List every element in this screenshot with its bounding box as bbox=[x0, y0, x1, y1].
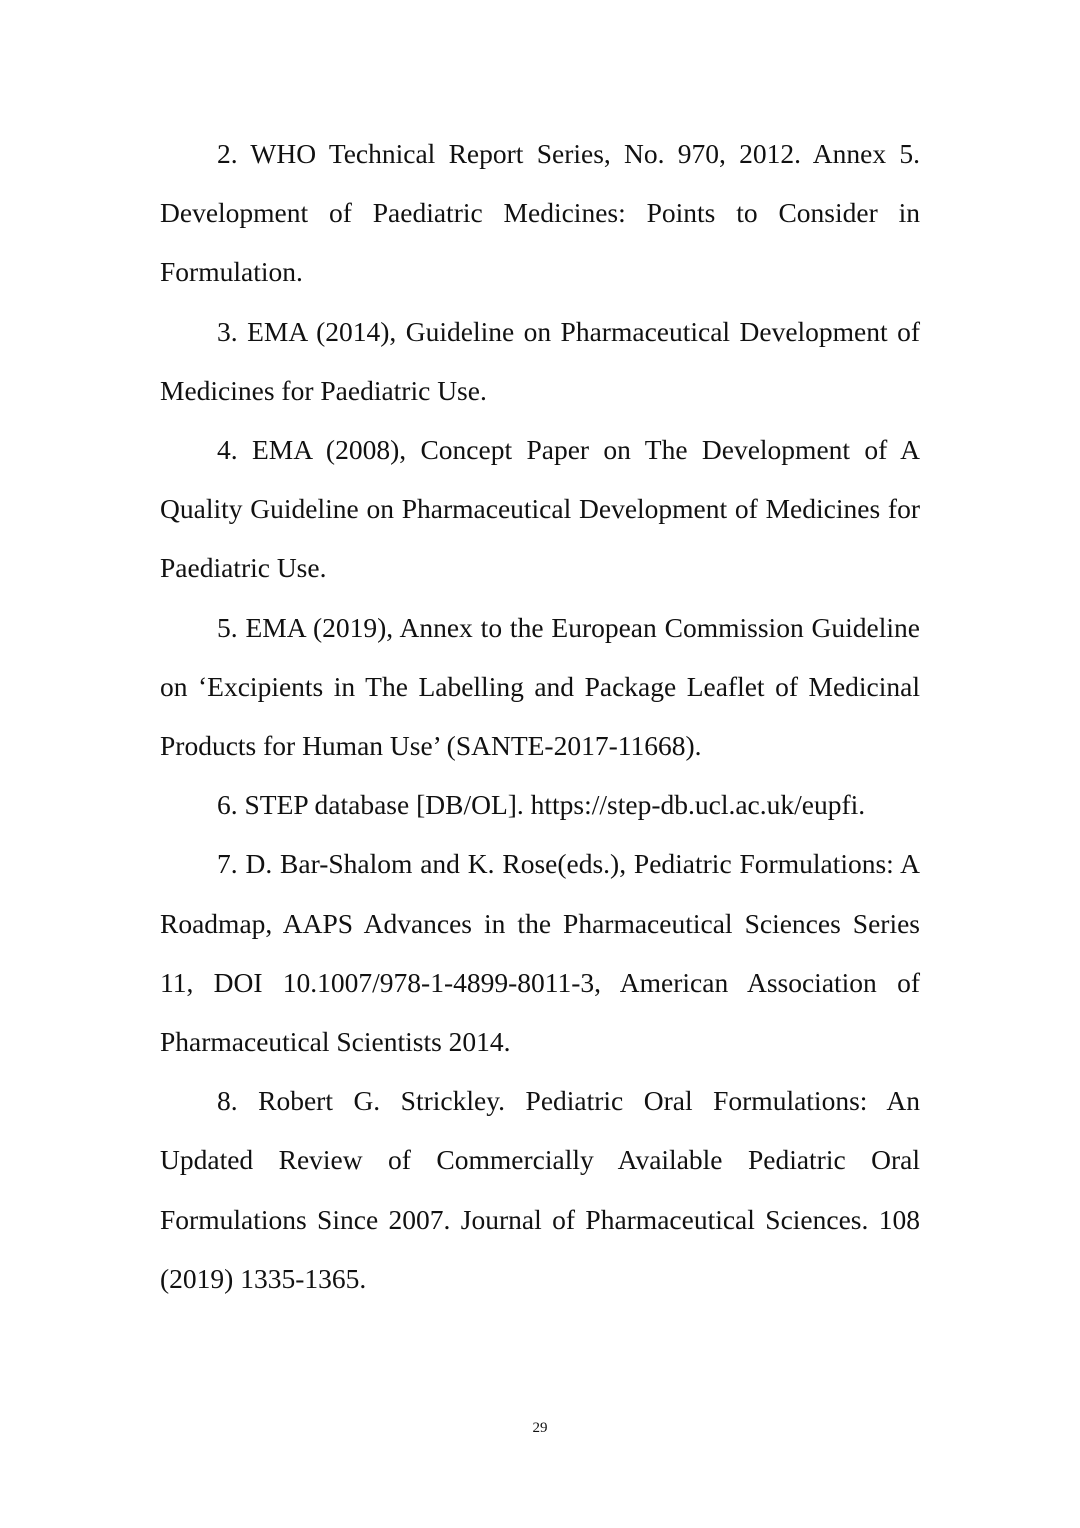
reference-list bbox=[160, 124, 920, 1308]
reference-item-8: 8. Robert G. Strickley. Pediatric Oral Formulations: An Updated Review of Commercially Available Pediatric Oral Formulations Since 2007. Journal of Pharmaceutical Sciences. 108 (2019) 1335-1365. bbox=[160, 1085, 920, 1294]
reference-item-6: 6. STEP database [DB/OL]. https://step-db.ucl.ac.uk/eupfi. bbox=[217, 789, 866, 821]
reference-item-5: 5. EMA (2019), Annex to the European Commission Guideline on ‘Excipients in The Labelling and Package Leaflet of Medicinal Products for Human Use’ (SANTE-2017-11668). bbox=[160, 611, 920, 762]
reference-item-3: 3. EMA (2014), Guideline on Pharmaceutical Development of Medicines for Paediatric Use. bbox=[160, 315, 920, 406]
page-number: 29 bbox=[532, 1420, 548, 1436]
reference-item-7: 7. D. Bar-Shalom and K. Rose(eds.), Pediatric Formulations: A Roadmap, AAPS Advances in the Pharmaceutical Sciences Series 11, DOI 10.1007/978-1-4899-8011-3, American Association of Pharmaceutical Scientists 2014. bbox=[160, 848, 920, 1058]
reference-item-2: 2. WHO Technical Report Series, No. 970, 2012. Annex 5. Development of Paediatric Medicines: Points to Consider in Formulation. bbox=[160, 138, 920, 288]
reference-item-4: 4. EMA (2008), Concept Paper on The Development of A Quality Guideline on Pharmaceutical Development of Medicines for Paediatric Use. bbox=[160, 434, 920, 584]
